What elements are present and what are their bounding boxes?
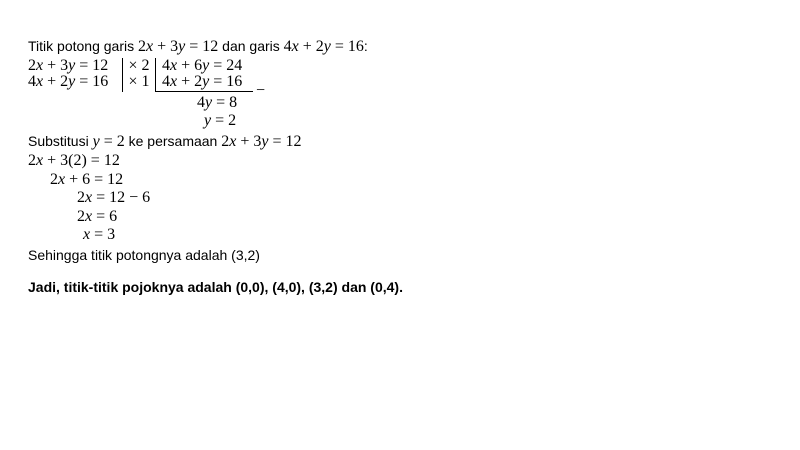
substitution-equation: 2x + 3y = 12 — [221, 132, 302, 150]
substitution-value: y = 2 — [92, 132, 125, 150]
substitution-line — [28, 132, 403, 152]
elimination-right-column — [155, 58, 253, 92]
title-colon: : — [363, 38, 368, 54]
substitution-connector: ke persamaan — [124, 132, 222, 149]
elimination-result-2: y = 2 — [204, 112, 237, 129]
title-line — [28, 37, 403, 57]
scaled-equation-2: 4x + 2y = 16 — [162, 73, 243, 90]
title-connector: dan garis — [218, 38, 284, 54]
elimination-result-1: 4y = 8 — [197, 93, 238, 111]
elimination-left-column — [28, 58, 122, 92]
substitution-step-2: 2x + 6 = 12 — [50, 170, 124, 188]
original-equation-1: 2x + 3y = 12 — [28, 56, 109, 74]
subtraction-sign: − — [256, 81, 266, 99]
conclusion-line: Sehingga titik potongnya adalah (3,2) — [28, 246, 260, 263]
multiplier-1: × 2 — [128, 56, 150, 74]
substitution-prefix: Substitusi — [28, 132, 93, 149]
elimination-multiplier-column — [122, 58, 155, 92]
substitution-step-3: 2x = 12 − 6 — [77, 189, 151, 206]
multiplier-2: × 1 — [128, 73, 150, 90]
substitution-step-5: x = 3 — [83, 226, 116, 243]
title-equation-2: 4x + 2y = 16 — [283, 38, 364, 55]
math-solution-content — [28, 37, 403, 297]
elimination-block — [28, 56, 403, 99]
substitution-step-1: 2x + 3(2) = 12 — [28, 152, 120, 169]
original-equation-2: 4x + 2y = 16 — [28, 73, 109, 90]
title-prefix: Titik potong garis — [28, 38, 138, 54]
final-statement: Jadi, titik-titik pojoknya adalah (0,0), (4,0), (3,2) dan (0,4). — [28, 279, 403, 295]
title-equation-1: 2x + 3y = 12 — [137, 38, 219, 55]
scaled-equation-1: 4x + 6y = 24 — [162, 56, 243, 74]
substitution-step-4: 2x = 6 — [77, 207, 118, 225]
